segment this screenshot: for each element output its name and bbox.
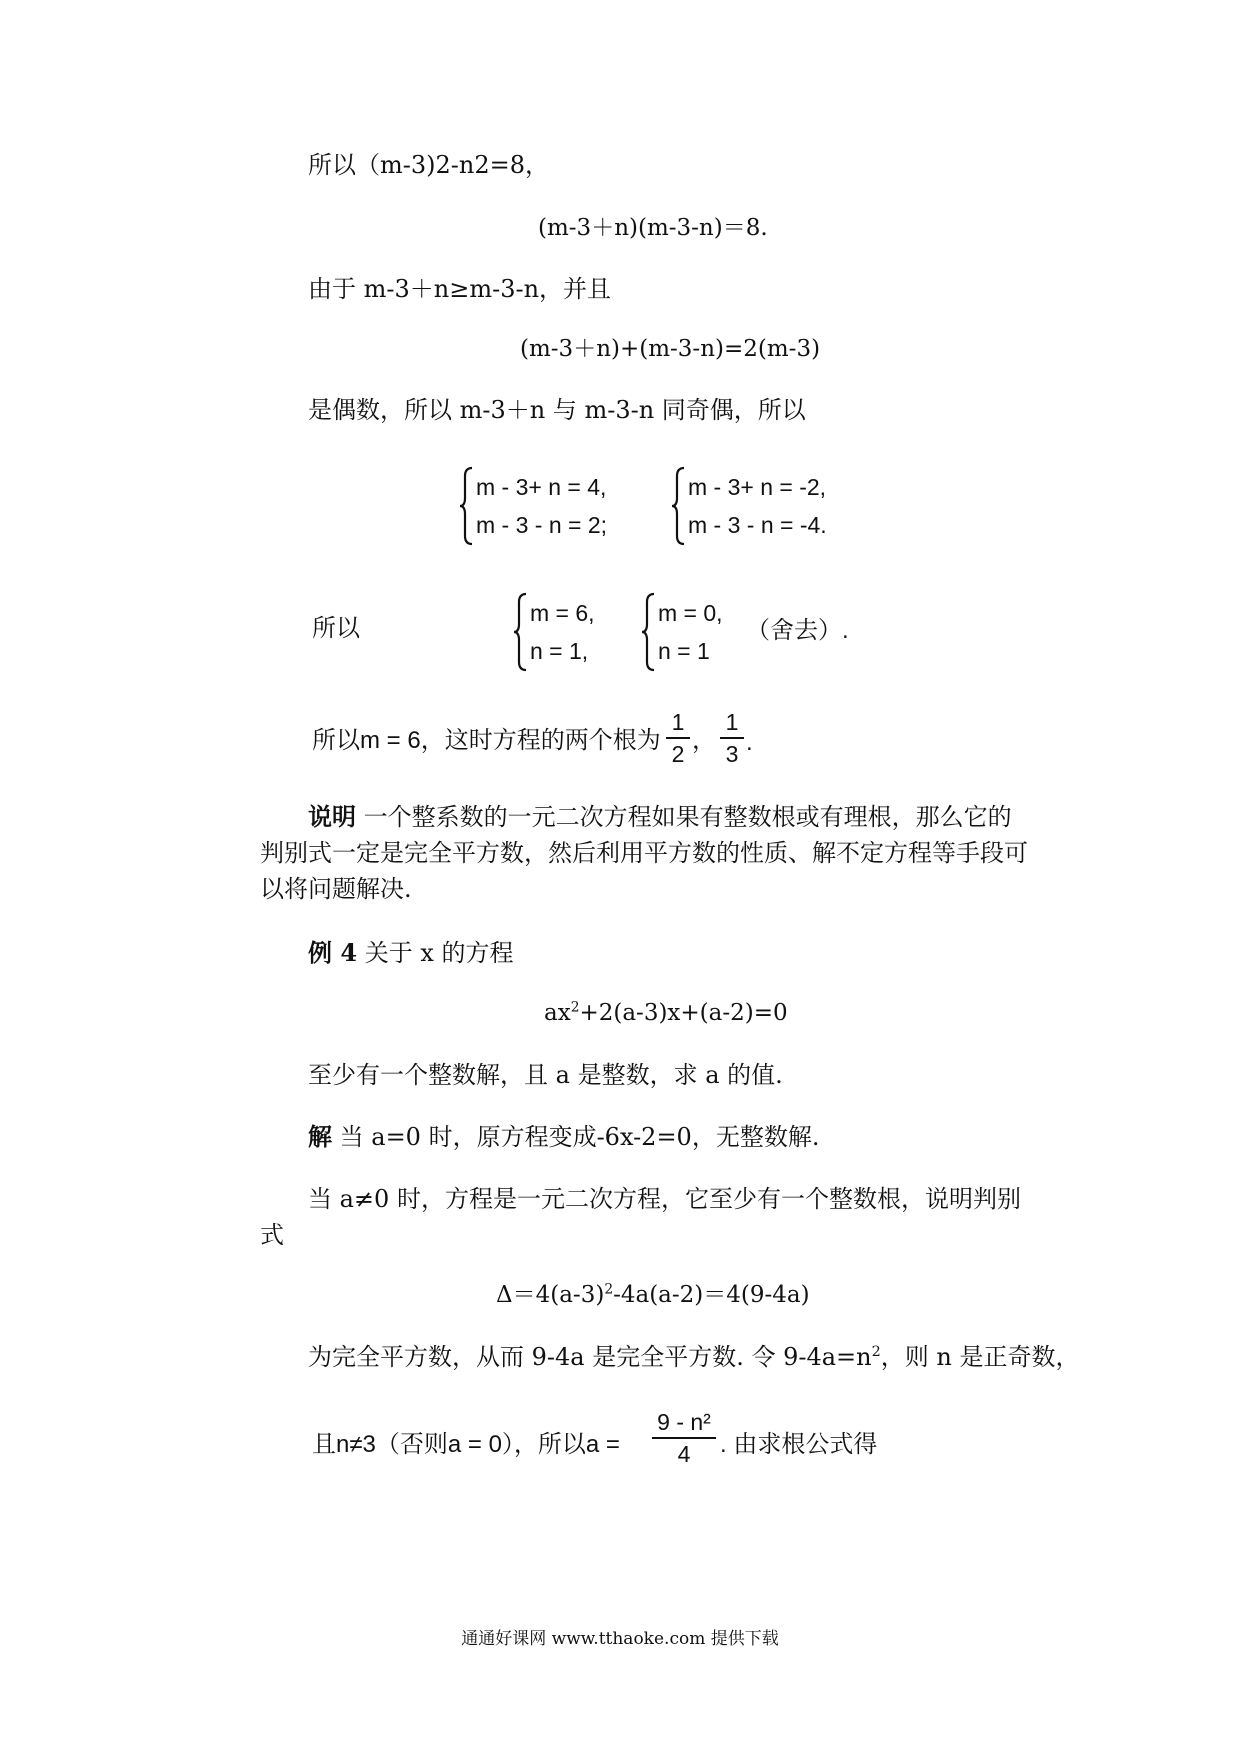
numerator: 1 [725, 709, 739, 735]
paragraph-line: 说明 一个整系数的一元二次方程如果有整数根或有理根，那么它的 [308, 802, 1012, 831]
fraction-bar [666, 737, 690, 739]
fraction [720, 708, 744, 768]
left-brace-icon [512, 592, 528, 672]
equation-system [640, 592, 740, 672]
equation-system [670, 466, 870, 546]
text-line: 为完全平方数，从而 9-4a 是完全平方数. 令 $9-4a=n^2$，则 n 是正奇数， [308, 1343, 1080, 1371]
text-line: 由于 m-3＋n≥m-3-n，并且 [308, 275, 612, 303]
equation: $\Delta=4(a-3)^2-4a(a-2)=4(9-4a)$ [496, 1281, 810, 1308]
note-label: 说明 [308, 802, 356, 831]
denominator: 4 [677, 1441, 691, 1467]
left-brace-icon [670, 466, 686, 546]
fraction-bar [652, 1437, 716, 1439]
text-line: 当 a≠0 时，方程是一元二次方程，它至少有一个整数根，说明判别 [308, 1185, 1021, 1213]
left-brace-icon [458, 466, 474, 546]
fraction [666, 708, 690, 768]
text-line: 式 [260, 1221, 284, 1249]
example-label: 例 4 [308, 938, 358, 967]
system-row: m - 3+ n = 4, [476, 474, 607, 500]
text-line: . [746, 729, 753, 756]
equation-system [458, 466, 658, 546]
text-line: . 由求根公式得 [720, 1431, 878, 1458]
system-row: m - 3 - n = -4. [688, 512, 827, 538]
system-row: m = 0, [658, 600, 723, 626]
paragraph-line: 判别式一定是完全平方数，然后利用平方数的性质、解不定方程等手段可 [260, 839, 1028, 867]
system-row: m - 3 - n = 2; [476, 512, 608, 538]
page-footer: 通通好课网 www.tthaoke.com 提供下载 [461, 1629, 779, 1649]
numerator: 9 - n² [657, 1409, 711, 1435]
equation: (m-3＋n)+(m-3-n)=2(m-3) [520, 336, 821, 362]
paragraph-line: 以将问题解决. [260, 875, 412, 903]
denominator: 3 [725, 741, 739, 767]
solution-line: 解 当 a=0 时，原方程变成-6x-2=0，无整数解. [308, 1122, 820, 1151]
solution-label: 解 [308, 1122, 332, 1151]
text-line: （舍去）. [746, 617, 849, 644]
text-line: 所以 [312, 615, 360, 642]
system-row: n = 1 [658, 638, 710, 664]
text-line: 所以m = 6，这时方程的两个根为 [312, 727, 661, 754]
denominator: 2 [671, 741, 685, 767]
equation-system [512, 592, 632, 672]
left-brace-icon [640, 592, 656, 672]
equation: $ax^2+2(a-3)x+(a-2)=0$ [544, 999, 788, 1026]
equation: (m-3＋n)(m-3-n)＝8. [538, 215, 768, 241]
fraction [652, 1408, 716, 1468]
fraction-bar [720, 737, 744, 739]
text-line: ， [692, 727, 716, 754]
numerator: 1 [671, 709, 685, 735]
text-line: 是偶数，所以 m-3＋n 与 m-3-n 同奇偶，所以 [308, 396, 806, 424]
text-line: 所以（m-3)2-n2=8， [308, 151, 549, 179]
system-row: n = 1, [530, 638, 589, 664]
system-row: m - 3+ n = -2, [688, 474, 827, 500]
text-line: 至少有一个整数解，且 a 是整数，求 a 的值. [308, 1061, 783, 1089]
text-line: 且n≠3（否则a = 0），所以a = [312, 1431, 620, 1458]
system-row: m = 6, [530, 600, 595, 626]
example-heading: 例 4 关于 x 的方程 [308, 938, 514, 967]
